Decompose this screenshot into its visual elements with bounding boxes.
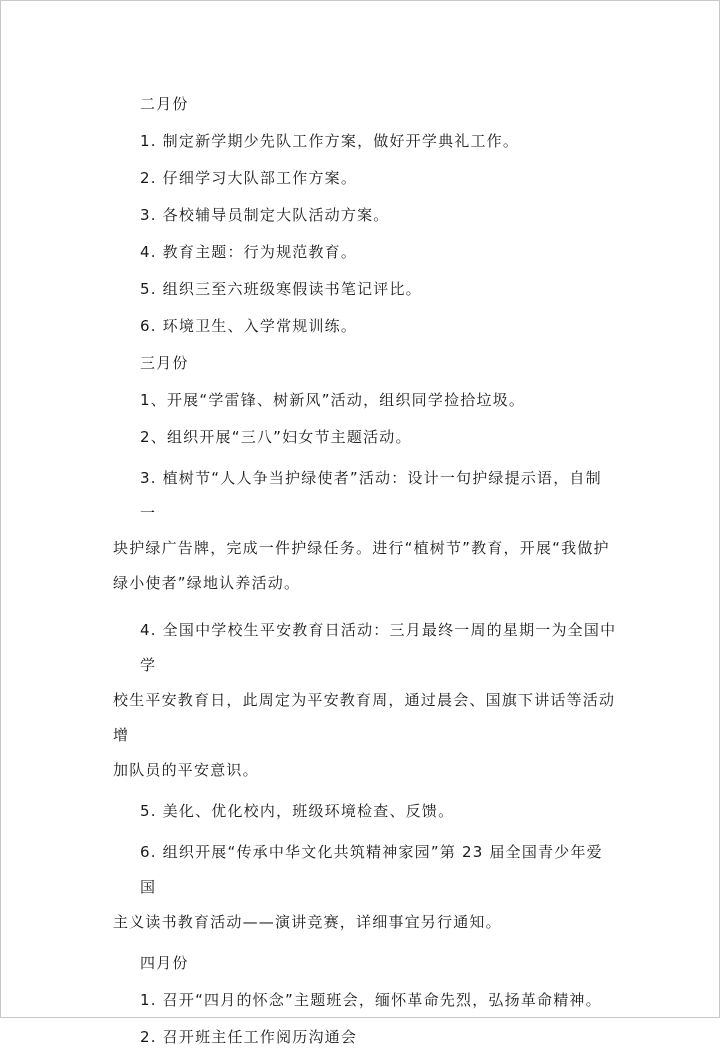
paragraph-line: 绿小使者”绿地认养活动。 [113, 574, 301, 592]
list-item-multiline [113, 835, 618, 940]
document-body [113, 93, 618, 1049]
section-heading-march: 三月份 [140, 354, 189, 372]
paragraph-line: 块护绿广告牌，完成一件护绿任务。进行“植树节”教育，开展“我做护 [113, 539, 610, 557]
list-item-multiline [113, 461, 618, 601]
list-item: 1. 制定新学期少先队工作方案，做好开学典礼工作。 [140, 132, 520, 150]
list-item: 2. 仔细学习大队部工作方案。 [140, 169, 358, 187]
paragraph-line: 加队员的平安意识。 [113, 761, 259, 779]
paragraph-line: 4. 全国中学校生平安教育日活动：三月最终一周的星期一为全国中学 [140, 621, 617, 674]
list-item: 2、组织开展“三八”妇女节主题活动。 [140, 428, 412, 446]
list-item: 3. 各校辅导员制定大队活动方案。 [140, 206, 390, 224]
list-item: 1、开展“学雷锋、树新风”活动，组织同学捡拾垃圾。 [140, 391, 526, 409]
paragraph-line: 校生平安教育日，此周定为平安教育周，通过晨会、国旗下讲话等活动增 [113, 691, 616, 744]
list-item: 5. 美化、优化校内，班级环境检查、反馈。 [140, 802, 455, 820]
paragraph-line: 3. 植树节“人人争当护绿使者”活动：设计一句护绿提示语，自制一 [140, 469, 602, 522]
paragraph-line: 6. 组织开展“传承中华文化共筑精神家园”第 23 届全国青少年爱国 [140, 843, 603, 896]
list-item: 1. 召开“四月的怀念”主题班会，缅怀革命先烈，弘扬革命精神。 [140, 991, 602, 1009]
list-item: 2. 召开班主任工作阅历沟通会 [140, 1028, 358, 1046]
list-item: 4. 教育主题：行为规范教育。 [140, 243, 358, 261]
section-heading-february: 二月份 [140, 95, 189, 113]
paragraph-line: 主义读书教育活动——演讲竞赛，详细事宜另行通知。 [113, 913, 502, 931]
list-item-multiline [113, 613, 618, 788]
list-item: 6. 环境卫生、入学常规训练。 [140, 317, 358, 335]
section-heading-april: 四月份 [140, 954, 189, 972]
list-item: 5. 组织三至六班级寒假读书笔记评比。 [140, 280, 422, 298]
